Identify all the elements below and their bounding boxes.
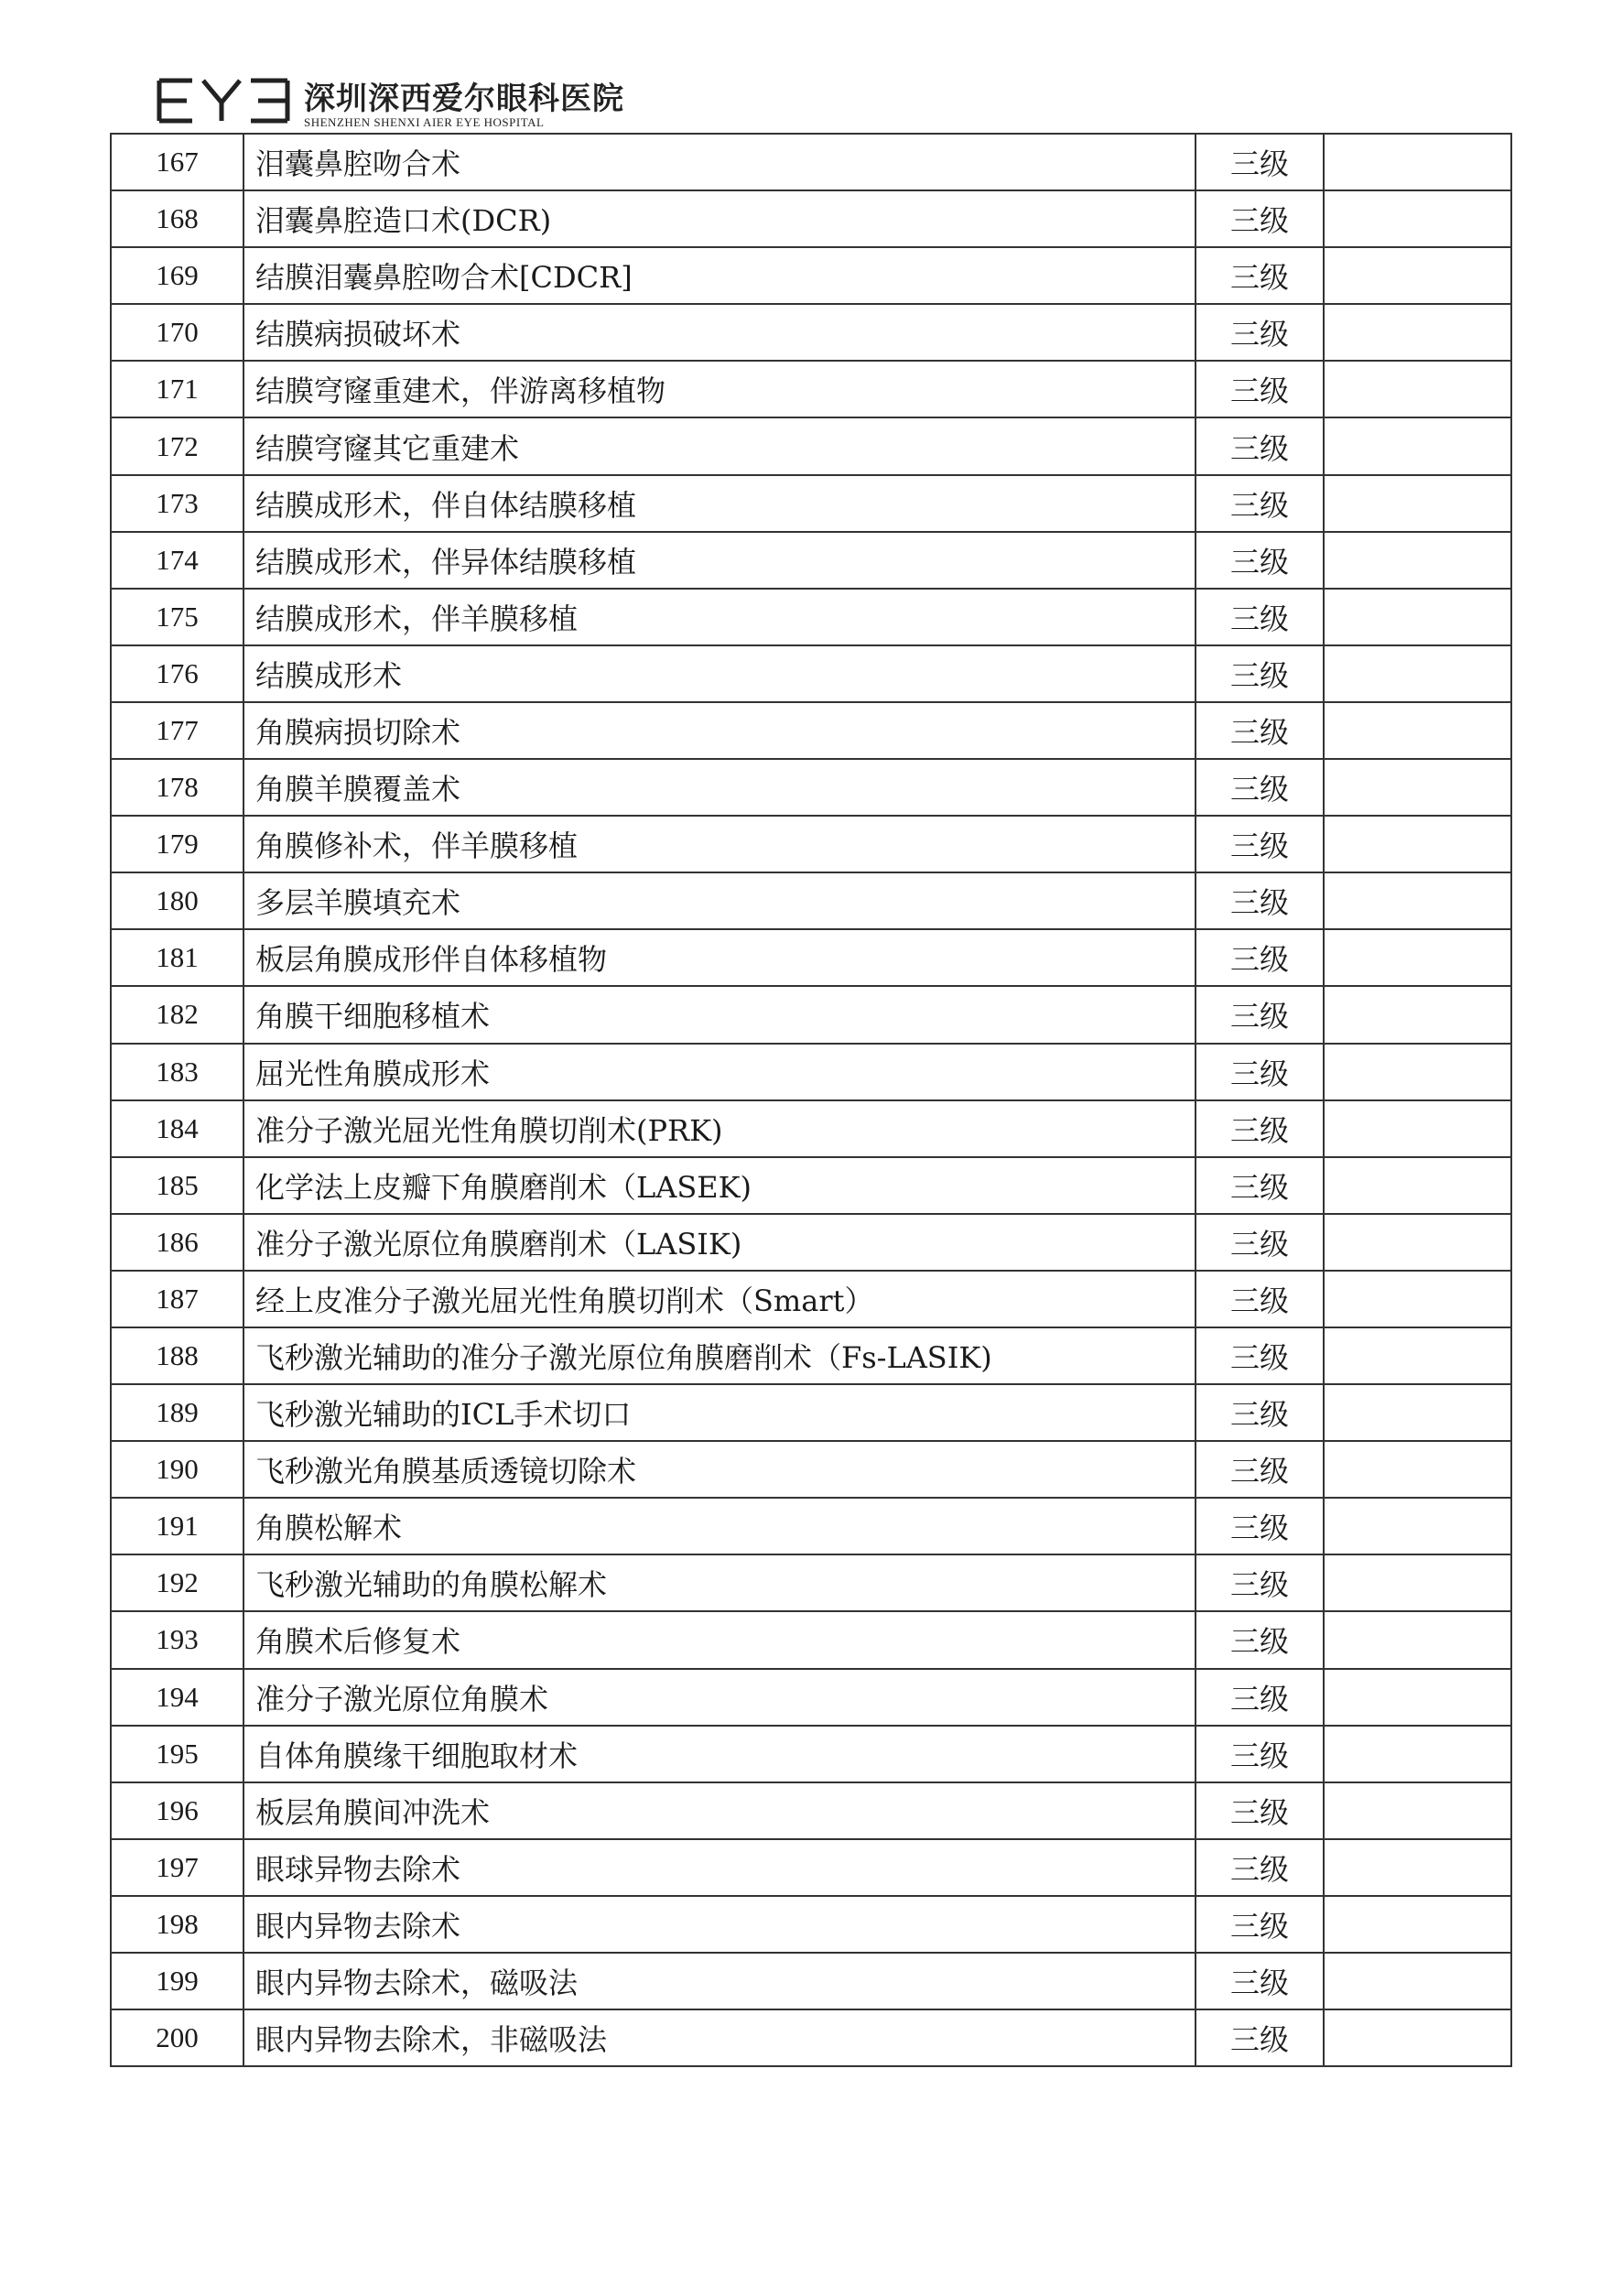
surgery-name: 经上皮准分子激光屈光性角膜切削术（Smart） bbox=[243, 1271, 1196, 1327]
row-number: 176 bbox=[111, 645, 243, 702]
table-row bbox=[111, 759, 1511, 816]
surgery-name: 眼球异物去除术 bbox=[243, 1839, 1196, 1896]
surgery-level: 三级 bbox=[1196, 1896, 1324, 1953]
row-number: 187 bbox=[111, 1271, 243, 1327]
note-cell bbox=[1324, 134, 1511, 190]
surgery-level: 三级 bbox=[1196, 361, 1324, 417]
surgery-name: 准分子激光屈光性角膜切削术(PRK) bbox=[243, 1100, 1196, 1157]
table-row bbox=[111, 1953, 1511, 2009]
table-row bbox=[111, 1498, 1511, 1554]
table-row bbox=[111, 1554, 1511, 1611]
surgery-level: 三级 bbox=[1196, 2009, 1324, 2066]
note-cell bbox=[1324, 361, 1511, 417]
surgery-name: 泪囊鼻腔造口术(DCR) bbox=[243, 190, 1196, 247]
surgery-level: 三级 bbox=[1196, 134, 1324, 190]
row-number: 194 bbox=[111, 1669, 243, 1726]
table-row bbox=[111, 1896, 1511, 1953]
row-number: 186 bbox=[111, 1214, 243, 1271]
row-number: 175 bbox=[111, 589, 243, 645]
hospital-name-en: SHENZHEN SHENXI AIER EYE HOSPITAL bbox=[304, 115, 545, 129]
hospital-name-cn: 深圳深西爱尔眼科医院 bbox=[304, 81, 624, 117]
row-number: 200 bbox=[111, 2009, 243, 2066]
note-cell bbox=[1324, 1782, 1511, 1839]
surgery-name: 角膜病损切除术 bbox=[243, 702, 1196, 759]
row-number: 172 bbox=[111, 417, 243, 474]
surgery-name: 结膜成形术，伴自体结膜移植 bbox=[243, 475, 1196, 532]
surgery-name: 板层角膜成形伴自体移植物 bbox=[243, 929, 1196, 986]
surgery-level: 三级 bbox=[1196, 1554, 1324, 1611]
table-row bbox=[111, 1782, 1511, 1839]
surgery-name: 眼内异物去除术 bbox=[243, 1896, 1196, 1953]
row-number: 184 bbox=[111, 1100, 243, 1157]
surgery-name: 角膜羊膜覆盖术 bbox=[243, 759, 1196, 816]
table-row bbox=[111, 1839, 1511, 1896]
surgery-level: 三级 bbox=[1196, 304, 1324, 361]
note-cell bbox=[1324, 475, 1511, 532]
row-number: 191 bbox=[111, 1498, 243, 1554]
table-row bbox=[111, 1327, 1511, 1384]
table-row bbox=[111, 816, 1511, 872]
row-number: 179 bbox=[111, 816, 243, 872]
surgery-name: 结膜成形术，伴异体结膜移植 bbox=[243, 532, 1196, 589]
table-row bbox=[111, 190, 1511, 247]
table-row bbox=[111, 134, 1511, 190]
surgery-name: 角膜术后修复术 bbox=[243, 1611, 1196, 1668]
note-cell bbox=[1324, 1554, 1511, 1611]
row-number: 199 bbox=[111, 1953, 243, 2009]
row-number: 189 bbox=[111, 1384, 243, 1441]
table-row bbox=[111, 1669, 1511, 1726]
note-cell bbox=[1324, 417, 1511, 474]
surgery-name: 飞秒激光辅助的准分子激光原位角膜磨削术（Fs-LASIK) bbox=[243, 1327, 1196, 1384]
table-row bbox=[111, 1044, 1511, 1100]
row-number: 169 bbox=[111, 247, 243, 304]
surgery-level: 三级 bbox=[1196, 645, 1324, 702]
note-cell bbox=[1324, 1044, 1511, 1100]
note-cell bbox=[1324, 872, 1511, 929]
note-cell bbox=[1324, 2009, 1511, 2066]
eye-logo-icon bbox=[156, 75, 293, 126]
surgery-level: 三级 bbox=[1196, 1100, 1324, 1157]
table-row bbox=[111, 929, 1511, 986]
row-number: 183 bbox=[111, 1044, 243, 1100]
surgery-name: 眼内异物去除术，磁吸法 bbox=[243, 1953, 1196, 2009]
table-row bbox=[111, 1441, 1511, 1498]
row-number: 188 bbox=[111, 1327, 243, 1384]
row-number: 178 bbox=[111, 759, 243, 816]
note-cell bbox=[1324, 589, 1511, 645]
surgery-level: 三级 bbox=[1196, 1953, 1324, 2009]
surgery-name: 结膜成形术 bbox=[243, 645, 1196, 702]
note-cell bbox=[1324, 247, 1511, 304]
note-cell bbox=[1324, 1669, 1511, 1726]
surgery-level: 三级 bbox=[1196, 816, 1324, 872]
row-number: 181 bbox=[111, 929, 243, 986]
row-number: 168 bbox=[111, 190, 243, 247]
note-cell bbox=[1324, 1896, 1511, 1953]
note-cell bbox=[1324, 304, 1511, 361]
row-number: 174 bbox=[111, 532, 243, 589]
surgery-name: 眼内异物去除术，非磁吸法 bbox=[243, 2009, 1196, 2066]
surgery-name: 屈光性角膜成形术 bbox=[243, 1044, 1196, 1100]
note-cell bbox=[1324, 532, 1511, 589]
note-cell bbox=[1324, 1271, 1511, 1327]
note-cell bbox=[1324, 1327, 1511, 1384]
surgery-name: 多层羊膜填充术 bbox=[243, 872, 1196, 929]
table-row bbox=[111, 532, 1511, 589]
table-row bbox=[111, 1384, 1511, 1441]
table-row bbox=[111, 702, 1511, 759]
surgery-level: 三级 bbox=[1196, 417, 1324, 474]
surgery-name: 泪囊鼻腔吻合术 bbox=[243, 134, 1196, 190]
surgery-level: 三级 bbox=[1196, 475, 1324, 532]
table-row bbox=[111, 1100, 1511, 1157]
surgery-level: 三级 bbox=[1196, 1327, 1324, 1384]
table-row bbox=[111, 2009, 1511, 2066]
note-cell bbox=[1324, 1839, 1511, 1896]
surgery-level: 三级 bbox=[1196, 1157, 1324, 1214]
table-row bbox=[111, 872, 1511, 929]
row-number: 171 bbox=[111, 361, 243, 417]
surgery-level: 三级 bbox=[1196, 1611, 1324, 1668]
table-row bbox=[111, 645, 1511, 702]
note-cell bbox=[1324, 929, 1511, 986]
surgery-level: 三级 bbox=[1196, 929, 1324, 986]
surgery-level: 三级 bbox=[1196, 759, 1324, 816]
surgery-name: 准分子激光原位角膜磨削术（LASIK) bbox=[243, 1214, 1196, 1271]
surgery-name: 结膜成形术，伴羊膜移植 bbox=[243, 589, 1196, 645]
surgery-level: 三级 bbox=[1196, 872, 1324, 929]
surgery-name: 结膜病损破坏术 bbox=[243, 304, 1196, 361]
row-number: 193 bbox=[111, 1611, 243, 1668]
row-number: 196 bbox=[111, 1782, 243, 1839]
table-row bbox=[111, 1157, 1511, 1214]
surgery-level: 三级 bbox=[1196, 1839, 1324, 1896]
table-row bbox=[111, 1611, 1511, 1668]
note-cell bbox=[1324, 986, 1511, 1043]
surgery-level: 三级 bbox=[1196, 532, 1324, 589]
table-row bbox=[111, 304, 1511, 361]
note-cell bbox=[1324, 1611, 1511, 1668]
table-row bbox=[111, 1726, 1511, 1782]
surgery-name: 角膜干细胞移植术 bbox=[243, 986, 1196, 1043]
row-number: 167 bbox=[111, 134, 243, 190]
surgery-level: 三级 bbox=[1196, 247, 1324, 304]
surgery-name: 飞秒激光辅助的角膜松解术 bbox=[243, 1554, 1196, 1611]
surgery-level: 三级 bbox=[1196, 1782, 1324, 1839]
surgery-level: 三级 bbox=[1196, 190, 1324, 247]
table-row bbox=[111, 475, 1511, 532]
note-cell bbox=[1324, 1726, 1511, 1782]
surgery-name: 飞秒激光辅助的ICL手术切口 bbox=[243, 1384, 1196, 1441]
surgery-level: 三级 bbox=[1196, 1384, 1324, 1441]
row-number: 173 bbox=[111, 475, 243, 532]
surgery-level: 三级 bbox=[1196, 1214, 1324, 1271]
row-number: 170 bbox=[111, 304, 243, 361]
note-cell bbox=[1324, 1498, 1511, 1554]
note-cell bbox=[1324, 1157, 1511, 1214]
surgery-level-table bbox=[110, 133, 1512, 2067]
surgery-name: 准分子激光原位角膜术 bbox=[243, 1669, 1196, 1726]
row-number: 185 bbox=[111, 1157, 243, 1214]
surgery-table-body bbox=[111, 134, 1511, 2066]
note-cell bbox=[1324, 759, 1511, 816]
surgery-name: 化学法上皮瓣下角膜磨削术（LASEK) bbox=[243, 1157, 1196, 1214]
surgery-level: 三级 bbox=[1196, 1498, 1324, 1554]
surgery-level: 三级 bbox=[1196, 589, 1324, 645]
surgery-level: 三级 bbox=[1196, 1726, 1324, 1782]
surgery-name: 结膜穹窿重建术，伴游离移植物 bbox=[243, 361, 1196, 417]
note-cell bbox=[1324, 1384, 1511, 1441]
surgery-level: 三级 bbox=[1196, 702, 1324, 759]
row-number: 195 bbox=[111, 1726, 243, 1782]
table-row bbox=[111, 1271, 1511, 1327]
row-number: 180 bbox=[111, 872, 243, 929]
surgery-level: 三级 bbox=[1196, 986, 1324, 1043]
table-row bbox=[111, 247, 1511, 304]
surgery-level: 三级 bbox=[1196, 1441, 1324, 1498]
surgery-name: 板层角膜间冲洗术 bbox=[243, 1782, 1196, 1839]
table-row bbox=[111, 589, 1511, 645]
note-cell bbox=[1324, 702, 1511, 759]
row-number: 192 bbox=[111, 1554, 243, 1611]
surgery-name: 自体角膜缘干细胞取材术 bbox=[243, 1726, 1196, 1782]
surgery-level: 三级 bbox=[1196, 1271, 1324, 1327]
hospital-header bbox=[156, 71, 741, 135]
surgery-name: 结膜穹窿其它重建术 bbox=[243, 417, 1196, 474]
row-number: 182 bbox=[111, 986, 243, 1043]
table-row bbox=[111, 1214, 1511, 1271]
table-row bbox=[111, 986, 1511, 1043]
surgery-level: 三级 bbox=[1196, 1669, 1324, 1726]
table-row bbox=[111, 417, 1511, 474]
note-cell bbox=[1324, 1441, 1511, 1498]
note-cell bbox=[1324, 816, 1511, 872]
note-cell bbox=[1324, 645, 1511, 702]
row-number: 198 bbox=[111, 1896, 243, 1953]
surgery-name: 角膜修补术，伴羊膜移植 bbox=[243, 816, 1196, 872]
note-cell bbox=[1324, 190, 1511, 247]
surgery-level: 三级 bbox=[1196, 1044, 1324, 1100]
row-number: 190 bbox=[111, 1441, 243, 1498]
note-cell bbox=[1324, 1214, 1511, 1271]
note-cell bbox=[1324, 1953, 1511, 2009]
surgery-name: 角膜松解术 bbox=[243, 1498, 1196, 1554]
row-number: 197 bbox=[111, 1839, 243, 1896]
table-row bbox=[111, 361, 1511, 417]
row-number: 177 bbox=[111, 702, 243, 759]
surgery-name: 飞秒激光角膜基质透镜切除术 bbox=[243, 1441, 1196, 1498]
surgery-name: 结膜泪囊鼻腔吻合术[CDCR] bbox=[243, 247, 1196, 304]
note-cell bbox=[1324, 1100, 1511, 1157]
